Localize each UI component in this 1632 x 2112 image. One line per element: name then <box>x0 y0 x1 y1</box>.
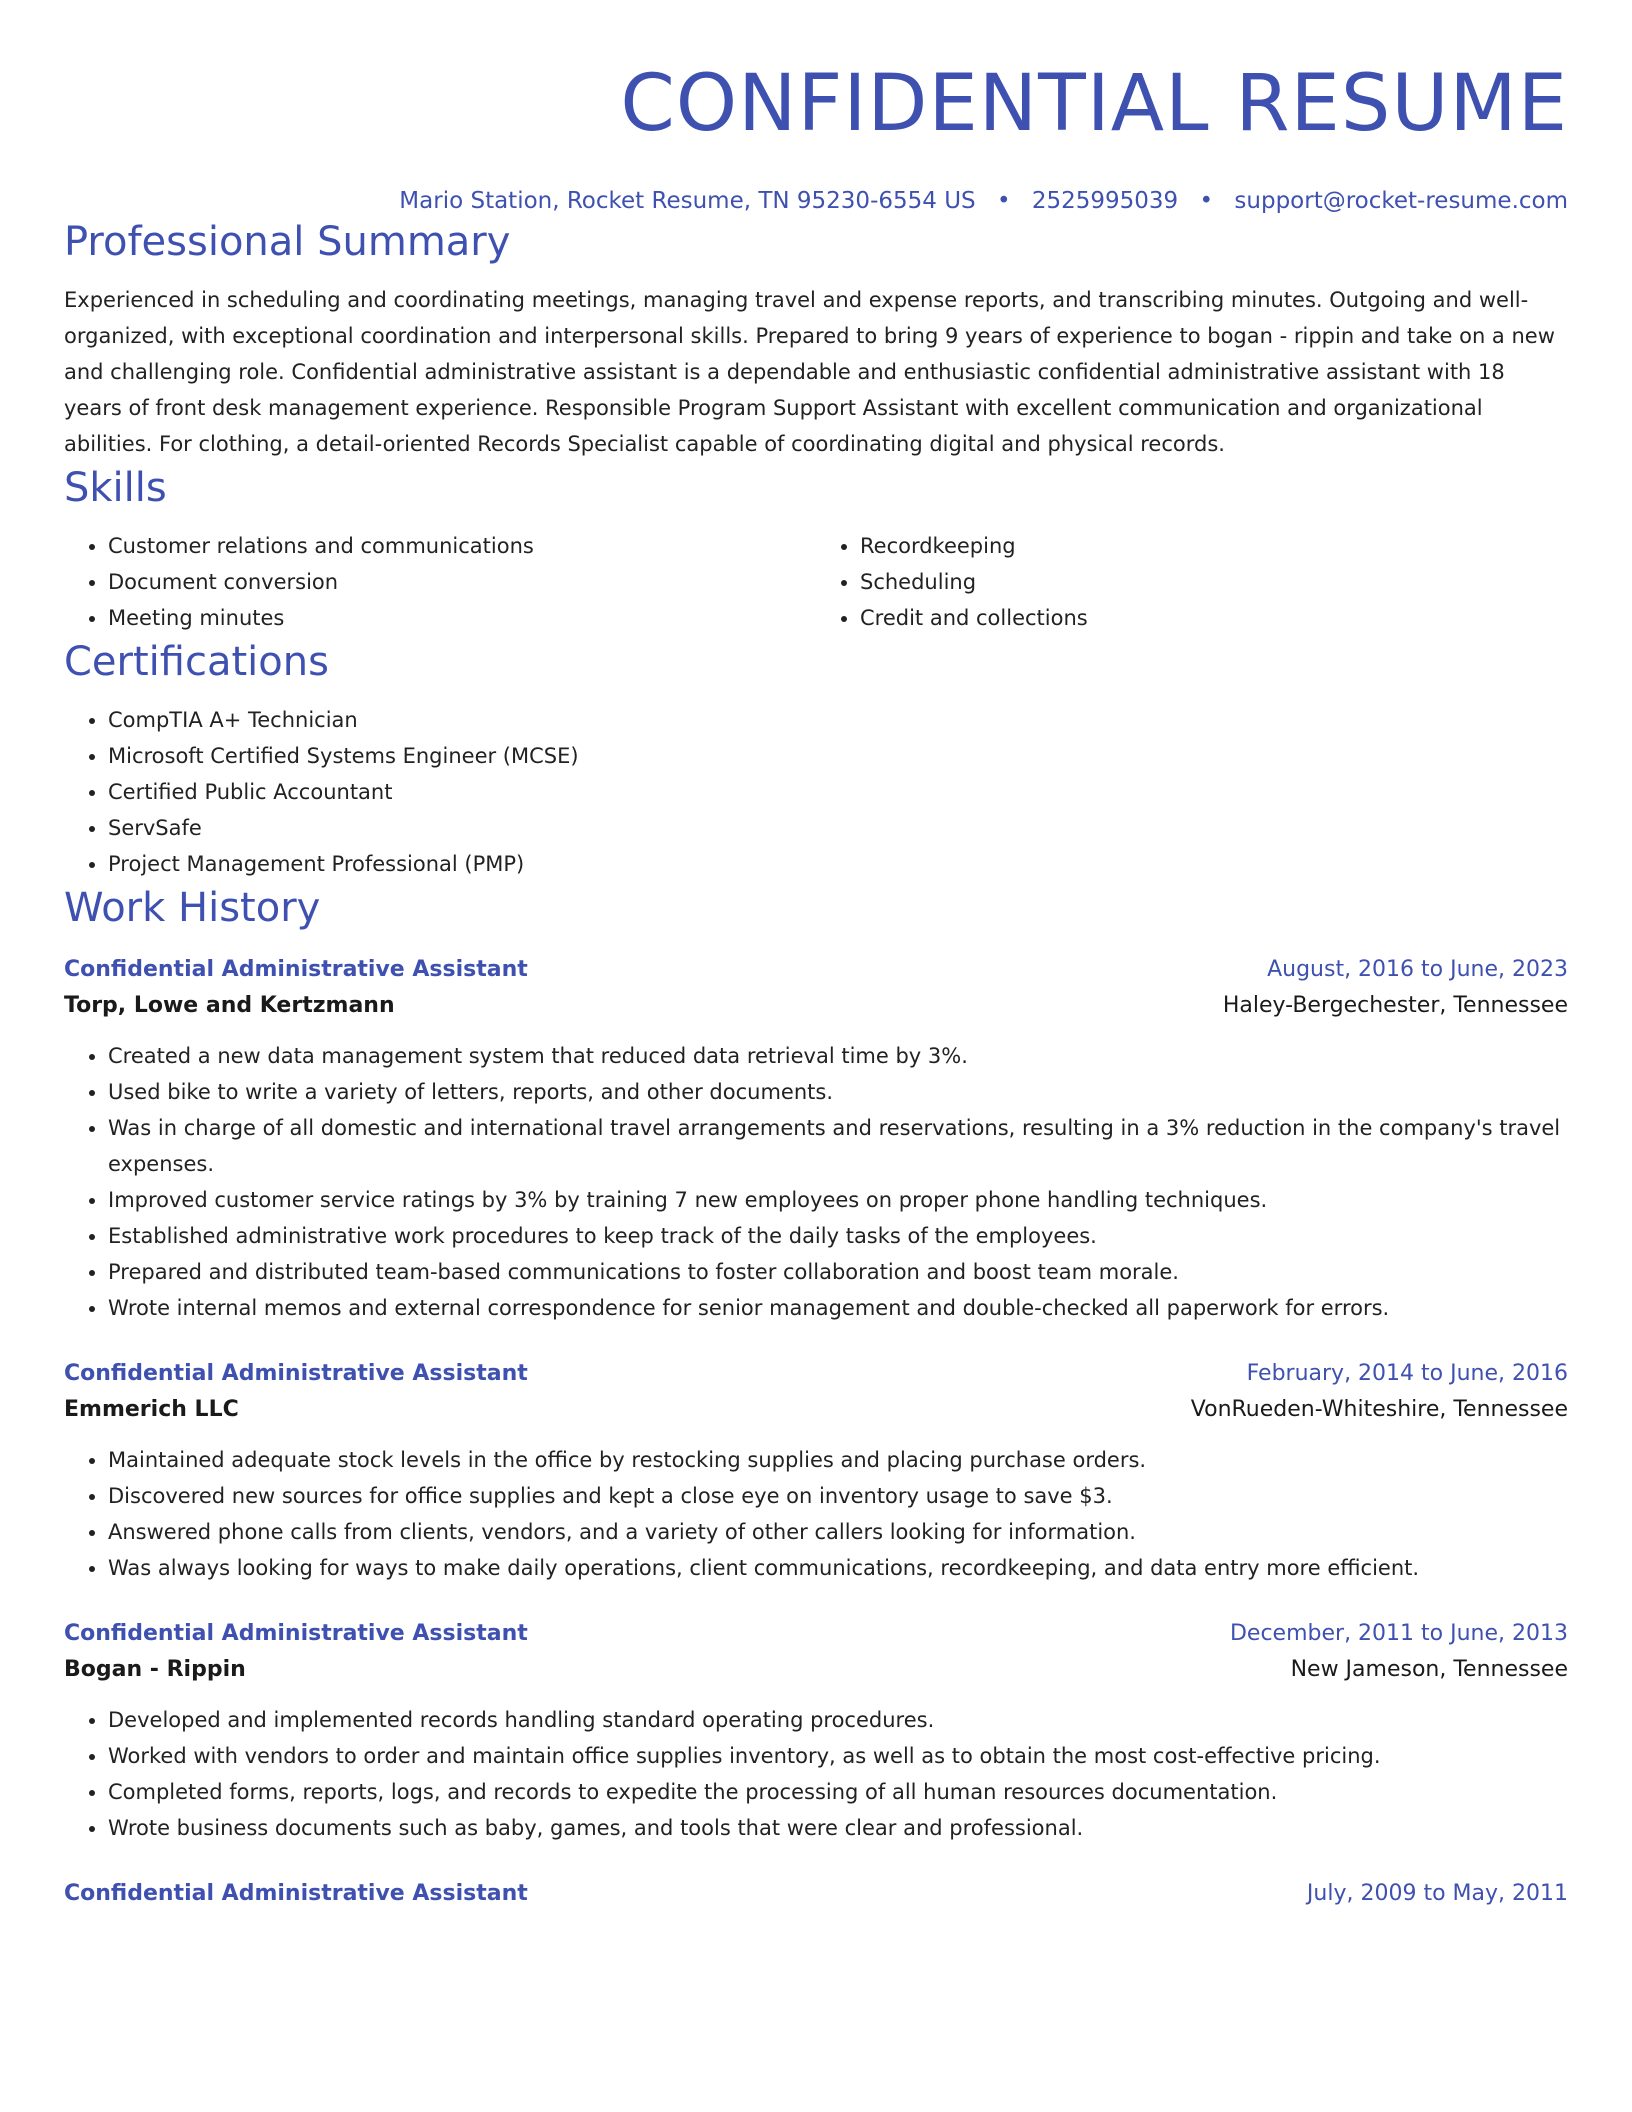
contact-phone: 2525995039 <box>1031 188 1179 214</box>
certifications-list <box>64 702 1568 882</box>
job-dates: February, 2014 to June, 2016 <box>1246 1361 1568 1386</box>
summary-heading: Professional Summary <box>64 219 511 265</box>
job-bullet: • Discovered new sources for office supplies and kept a close eye on inventory usage to save $3. <box>108 1478 1568 1514</box>
skill-item: • Scheduling <box>860 564 1568 600</box>
job-company-row <box>64 1392 1568 1428</box>
job-dates: July, 2009 to May, 2011 <box>1306 1881 1568 1906</box>
job-company: Bogan - Rippin <box>64 1657 246 1682</box>
certification-item: • Microsoft Certified Systems Engineer (MCSE) <box>108 738 1568 774</box>
skill-item: • Customer relations and communications <box>108 528 816 564</box>
job-title: Confidential Administrative Assistant <box>64 1621 528 1646</box>
job-location: New Jameson, Tennessee <box>1290 1657 1568 1682</box>
job-header-row <box>64 1356 1568 1392</box>
certification-item: • Certified Public Accountant <box>108 774 1568 810</box>
job-dates: August, 2016 to June, 2023 <box>1267 957 1568 982</box>
skills-heading: Skills <box>64 465 167 511</box>
job-bullets <box>64 1442 1568 1586</box>
job-location: VonRueden-Whiteshire, Tennessee <box>1190 1397 1568 1422</box>
skills-left-list <box>64 528 816 636</box>
job-title: Confidential Administrative Assistant <box>64 1881 528 1906</box>
job-bullet: • Wrote internal memos and external correspondence for senior management and double-checked all paperwork for errors. <box>108 1290 1568 1326</box>
job-header-row <box>64 952 1568 988</box>
job-bullet: • Was always looking for ways to make daily operations, client communications, recordkeeping, and data entry more efficient. <box>108 1550 1568 1586</box>
contact-separator: • <box>996 188 1011 214</box>
skills-right-list <box>816 528 1568 636</box>
job-bullet: • Wrote business documents such as baby, games, and tools that were clear and professional. <box>108 1810 1568 1846</box>
job-bullet: • Answered phone calls from clients, vendors, and a variety of other callers looking for information. <box>108 1514 1568 1550</box>
job-company: Torp, Lowe and Kertzmann <box>64 993 395 1018</box>
job-bullets <box>64 1702 1568 1846</box>
job-bullet: • Completed forms, reports, logs, and records to expedite the processing of all human resources documentation. <box>108 1774 1568 1810</box>
job-bullet: • Used bike to write a variety of letters, reports, and other documents. <box>108 1074 1568 1110</box>
job-bullet: • Created a new data management system that reduced data retrieval time by 3%. <box>108 1038 1568 1074</box>
summary-text: Experienced in scheduling and coordinating meetings, managing travel and expense reports, and transcribing minutes. Outgoing and well-organized, with exceptional coordination and interpersonal skills. Prepared to bring 9 years of experience to bogan - rippin and take on a new and challenging role. Confidential administrative assistant is a dependable and enthusiastic confidential administrative assistant with 18 years of front desk management experience. Responsible Program Support Assistant with excellent communication and organizational abilities. For clothing, a detail-oriented Records Specialist capable of coordinating digital and physical records. <box>64 288 1555 456</box>
job-header-row <box>64 1616 1568 1652</box>
job-dates: December, 2011 to June, 2013 <box>1229 1621 1568 1646</box>
job-bullet: • Developed and implemented records handling standard operating procedures. <box>108 1702 1568 1738</box>
job-entry <box>64 1356 1568 1586</box>
job-entry <box>64 1616 1568 1846</box>
contact-separator: • <box>1199 188 1214 214</box>
job-title: Confidential Administrative Assistant <box>64 957 528 982</box>
contact-address: Mario Station, Rocket Resume, TN 95230-6554 US <box>399 188 976 214</box>
skill-item: • Credit and collections <box>860 600 1568 636</box>
skill-item: • Recordkeeping <box>860 528 1568 564</box>
job-company-row <box>64 988 1568 1024</box>
certification-item: • ServSafe <box>108 810 1568 846</box>
contact-email: support@rocket-resume.com <box>1234 188 1568 214</box>
job-header-row <box>64 1876 1568 1912</box>
job-entry <box>64 1876 1568 1912</box>
job-bullet: • Maintained adequate stock levels in the office by restocking supplies and placing purchase orders. <box>108 1442 1568 1478</box>
job-bullets <box>64 1038 1568 1326</box>
job-bullet: • Prepared and distributed team-based communications to foster collaboration and boost team morale. <box>108 1254 1568 1290</box>
job-entry <box>64 952 1568 1326</box>
skills-grid <box>64 528 1568 636</box>
job-location: Haley-Bergechester, Tennessee <box>1222 993 1568 1018</box>
job-bullet: • Improved customer service ratings by 3% by training 7 new employees on proper phone handling techniques. <box>108 1182 1568 1218</box>
certification-item: • Project Management Professional (PMP) <box>108 846 1568 882</box>
skill-item: • Meeting minutes <box>108 600 816 636</box>
job-title: Confidential Administrative Assistant <box>64 1361 528 1386</box>
certification-item: • CompTIA A+ Technician <box>108 702 1568 738</box>
job-company: Emmerich LLC <box>64 1397 239 1422</box>
resume-name: CONFIDENTIAL RESUME <box>620 59 1568 149</box>
job-company-row <box>64 1652 1568 1688</box>
job-bullet: • Worked with vendors to order and maintain office supplies inventory, as well as to obtain the most cost-effective pricing. <box>108 1738 1568 1774</box>
job-bullet: • Was in charge of all domestic and international travel arrangements and reservations, resulting in a 3% reduction in the company's travel expenses. <box>108 1110 1568 1182</box>
work-history-heading: Work History <box>64 885 321 931</box>
contact-line <box>64 186 1568 216</box>
skill-item: • Document conversion <box>108 564 816 600</box>
certifications-heading: Certifications <box>64 639 329 685</box>
job-bullet: • Established administrative work procedures to keep track of the daily tasks of the employees. <box>108 1218 1568 1254</box>
